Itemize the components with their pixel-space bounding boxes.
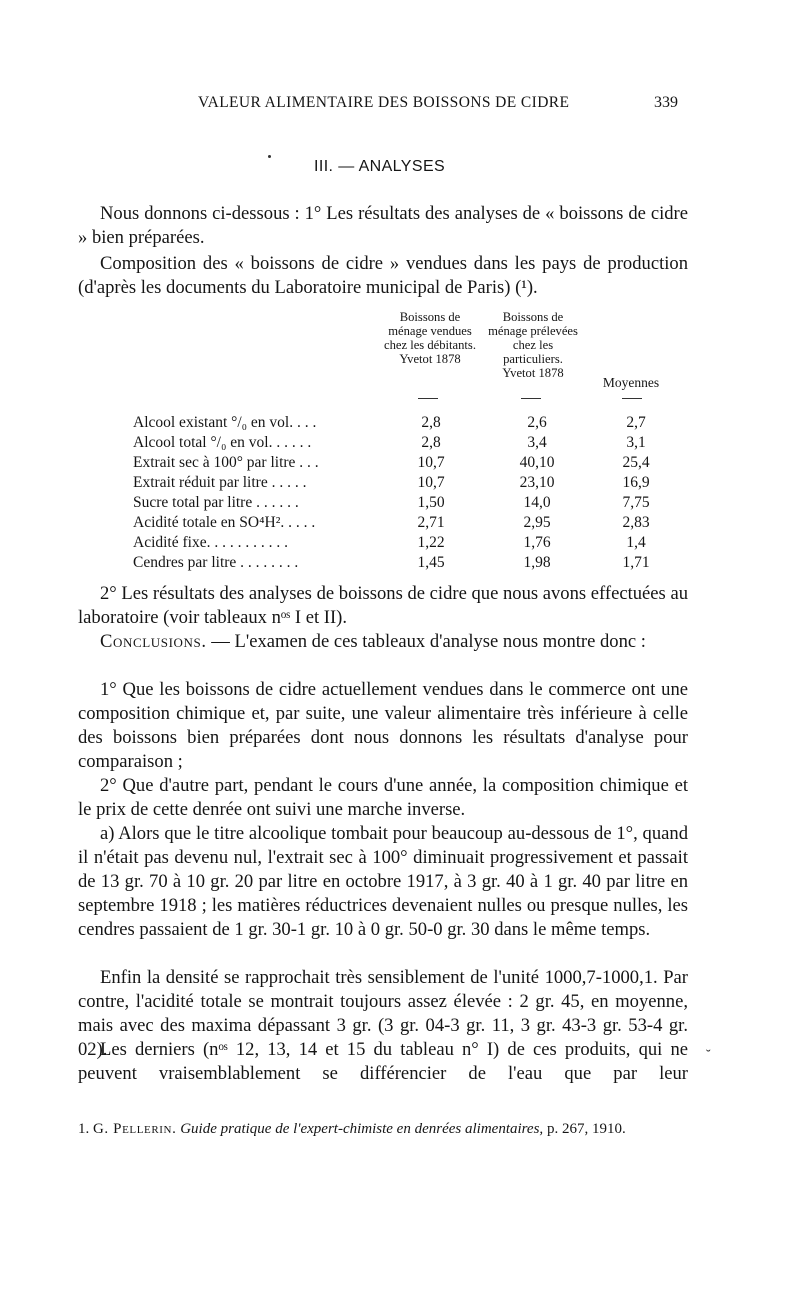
cell-value: 1,71 [622,554,650,571]
row-label: Alcool existant °/₀ en vol. . . . [133,414,317,431]
cell-value: 3,1 [626,434,646,451]
point-a-paragraph: a) Alors que le titre alcoolique tombait pour beaucoup au-dessous de 1°, quand il n'était pas devenu nul, l'extrait sec à 100° diminuait progressivement et passait de 13 gr. 70 à 10 gr. 20 par litre en octobre 1917, à 3 gr. 40 à 1 gr. 40 par litre en septembre 1918 ; les matières réductrices devenaient nulles ou presque nulles, les cendres passaient de 1 gr. 30-1 gr. 10 à 0 gr. 50-0 gr. 30 dans le même temps. [78,823,688,940]
table-row [133,534,693,554]
cell-value: 23,10 [519,474,555,491]
cell-value: 2,71 [417,514,445,531]
cell-value: 1,22 [417,534,445,551]
intro-paragraph-2: Composition des « boissons de cidre » vendues dans les pays de production (d'après les documents du Laboratoire municipal de Paris) (¹). [78,253,688,298]
table-header-col2: Boissons de ménage prélevées chez les particuliers. Yvetot 1878 [488,310,578,380]
intro-paragraph-1: Nous donnons ci-dessous : 1° Les résultats des analyses de « boissons de cidre » bien préparées. [78,203,688,248]
table-row [133,514,693,534]
point-2-paragraph: 2° Que d'autre part, pendant le cours d'une année, la composition chimique et le prix de cette denrée ont suivi une marche inverse. [78,775,688,820]
cell-value: 2,83 [622,514,650,531]
row-label: Alcool total °/₀ en vol. . . . . . [133,434,312,451]
margin-mark: ˘ [706,1048,711,1063]
footnote-author: G. Pellerin. [93,1121,177,1137]
header-rule-1 [418,398,438,399]
row-label: Extrait réduit par litre . . . . . [133,474,307,491]
cell-value: 1,98 [523,554,551,571]
table-header-col3: Moyennes [602,375,660,390]
header-rule-2 [521,398,541,399]
header-rule-3 [622,398,642,399]
cell-value: 25,4 [622,454,650,471]
row-label: Sucre total par litre . . . . . . [133,494,299,511]
table-row [133,434,693,454]
cell-value: 2,6 [527,414,547,431]
footnote [78,1118,690,1140]
section-title: III. — ANALYSES [314,158,446,175]
cell-value: 1,76 [523,534,551,551]
running-title: VALEUR ALIMENTAIRE DES BOISSONS DE CIDRE [198,94,570,111]
body-paragraph-2: 2° Les résultats des analyses de boissons de cidre que nous avons effectuées au laboratoire (voir tableaux nᵒˢ I et II). [78,583,688,628]
print-speck [268,155,271,158]
page-number: 339 [654,94,678,111]
cell-value: 3,4 [527,434,547,451]
cell-value: 2,8 [421,434,441,451]
table-row [133,414,693,434]
table-row [133,494,693,514]
cell-value: 2,7 [626,414,646,431]
cell-value: 10,7 [417,474,445,491]
cell-value: 1,45 [417,554,445,571]
cell-value: 16,9 [622,474,650,491]
row-label: Acidité totale en SO⁴H². . . . . [133,514,316,531]
point-1-paragraph: 1° Que les boissons de cidre actuellement vendues dans le commerce ont une composition chimique et, par suite, une valeur alimentaire très inférieure à celle des boissons bien préparées dont nous donnons les résultats d'analyse pour comparaison ; [78,679,688,772]
footnote-pages: p. 267, 1910. [543,1121,626,1137]
cell-value: 10,7 [417,454,445,471]
table-row [133,554,693,574]
row-label: Acidité fixe. . . . . . . . . . . [133,534,288,551]
cell-value: 14,0 [523,494,551,511]
table-header-col1: Boissons de ménage vendues chez les débitants. Yvetot 1878 [384,310,476,366]
cell-value: 1,50 [417,494,445,511]
last-paragraph: Les derniers (nᵒˢ 12, 13, 14 et 15 du tableau n° I) de ces produits, qui ne peuvent vraisemblablement se différencier de l'eau que par leur [78,1039,688,1084]
table-row [133,454,693,474]
footnote-title: Guide pratique de l'expert-chimiste en denrées alimentaires, [176,1121,544,1137]
conclusions-label: Conclusions. [100,631,207,652]
row-label: Cendres par litre . . . . . . . . [133,554,299,571]
table-row [133,474,693,494]
row-label: Extrait sec à 100° par litre . . . [133,454,319,471]
cell-value: 7,75 [622,494,650,511]
cell-value: 2,95 [523,514,551,531]
cell-value: 2,8 [421,414,441,431]
conclusions-text: — L'examen de ces tableaux d'analyse nous montre donc : [206,631,646,652]
density-paragraph: Enfin la densité se rapprochait très sensiblement de l'unité 1000,7-1000,1. Par contre, l'acidité totale se montrait toujours assez élevée : 2 gr. 45, en moyenne, mais avec des maxima dépassant 3 gr. (3 gr. 04-3 gr. 11, 3 gr. 43-3 gr. 53-4 gr. 02). [78,967,688,1060]
footnote-number: 1. [78,1121,93,1137]
cell-value: 40,10 [519,454,555,471]
cell-value: 1,4 [626,534,646,551]
conclusions-paragraph [78,630,688,654]
